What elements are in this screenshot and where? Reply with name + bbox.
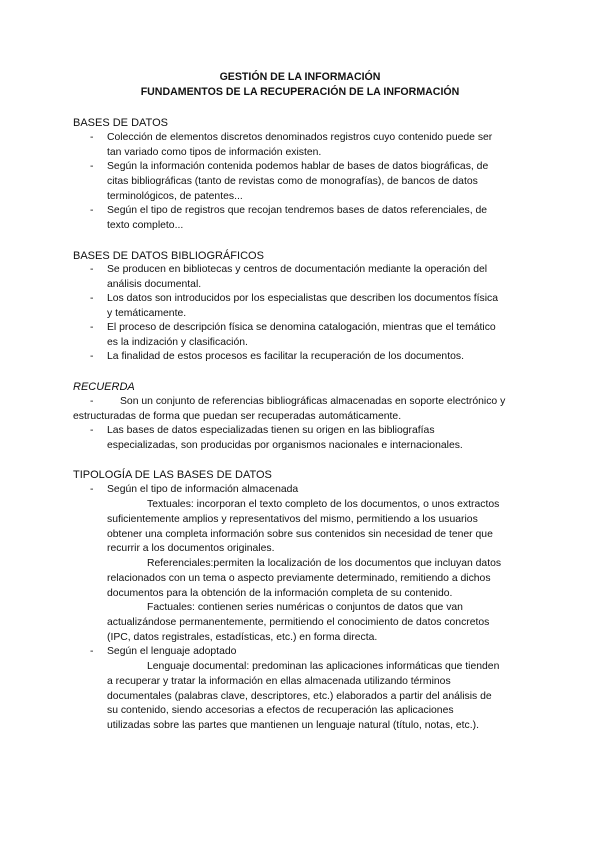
bullet-dash: - [90, 132, 94, 143]
list-item-text: Según la información contenida podemos hablar de bases de datos biográficas, de citas bibliográficas (tanto de revistas como de monografías), de bancos de datos terminológicos, de patentes... [107, 161, 489, 202]
bullet-dash: - [90, 161, 94, 172]
list-item-text: Las bases de datos especializadas tienen su origen en las bibliografías especializadas, son producidas por organismos nacionales e internacionales. [107, 425, 463, 451]
section-heading-bases: BASES DE DATOS [73, 117, 168, 129]
list-item-text: Según el lenguaje adoptado [107, 646, 237, 657]
document-title: GESTIÓN DE LA INFORMACIÓN [219, 71, 381, 83]
list-item-text: El proceso de descripción física se denomina catalogación, mientras que el temático es la indización y clasificación. [107, 322, 496, 348]
section-heading-tipologia: TIPOLOGÍA DE LAS BASES DE DATOS [73, 469, 272, 481]
list-item-text: Se producen en bibliotecas y centros de documentación mediante la operación del análisis documental. [107, 264, 488, 290]
paragraph-factuales: Factuales: contienen series numéricas o conjuntos de datos que van actualizándose permanentemente, permitiendo el conocimiento de datos concretos (IPC, datos registrales, estadísticas, etc.) en forma directa. [107, 602, 490, 643]
section-heading-recuerda: RECUERDA [73, 381, 135, 393]
list-item-text: Según el tipo de información almacenada [107, 484, 299, 495]
bullet-dash: - [90, 322, 94, 333]
list-item-text: Son un conjunto de referencias bibliográficas almacenadas en soporte electrónico y estructuradas de forma que puedan ser recuperadas automáticamente. [73, 396, 506, 422]
bullet-dash: - [90, 646, 94, 657]
list-item-text: Los datos son introducidos por los especialistas que describen los documentos física y temáticamente. [107, 293, 499, 319]
paragraph-lenguaje: Lenguaje documental: predominan las aplicaciones informáticas que tienden a recuperar y tratar la información en ellas almacenada utilizando términos documentales (palabras clave, descriptores, etc.) elaborados a partir del análisis de su contenido, siendo accesorias a efectos de recuperación las aplicaciones utilizadas sobre las partes que mantienen un lenguaje natural (título, notas, etc.). [107, 661, 500, 732]
bullet-dash: - [90, 425, 94, 436]
list-item-text: Colección de elementos discretos denominados registros cuyo contenido puede ser tan variado como tipos de información existen. [107, 132, 493, 158]
bullet-dash: - [90, 351, 94, 362]
bullet-dash: - [90, 484, 94, 495]
section-heading-biblio: BASES DE DATOS BIBLIOGRÁFICOS [73, 250, 264, 262]
bullet-dash: - [90, 205, 94, 216]
bullet-dash: - [90, 264, 94, 275]
list-item-text: Según el tipo de registros que recojan tendremos bases de datos referenciales, de texto completo... [107, 205, 488, 231]
bullet-dash: - [90, 293, 94, 304]
paragraph-textuales: Textuales: incorporan el texto completo de los documentos, o unos extractos suficientemente amplios y representativos del mismo, permitiendo a los usuarios obtener una completa información sobre sus contenidos sin necesidad de tener que recurrir a los documentos originales. [107, 499, 500, 555]
paragraph-referenciales: Referenciales:permiten la localización de los documentos que incluyan datos relacionados con un tema o aspecto previamente determinado, remitiendo a dichos documentos para la obtención de la información completa de su contenido. [107, 558, 502, 599]
document-subtitle: FUNDAMENTOS DE LA RECUPERACIÓN DE LA INFORMACIÓN [140, 86, 460, 98]
bullet-dash: - [90, 396, 94, 407]
list-item-text: La finalidad de estos procesos es facilitar la recuperación de los documentos. [107, 351, 464, 362]
